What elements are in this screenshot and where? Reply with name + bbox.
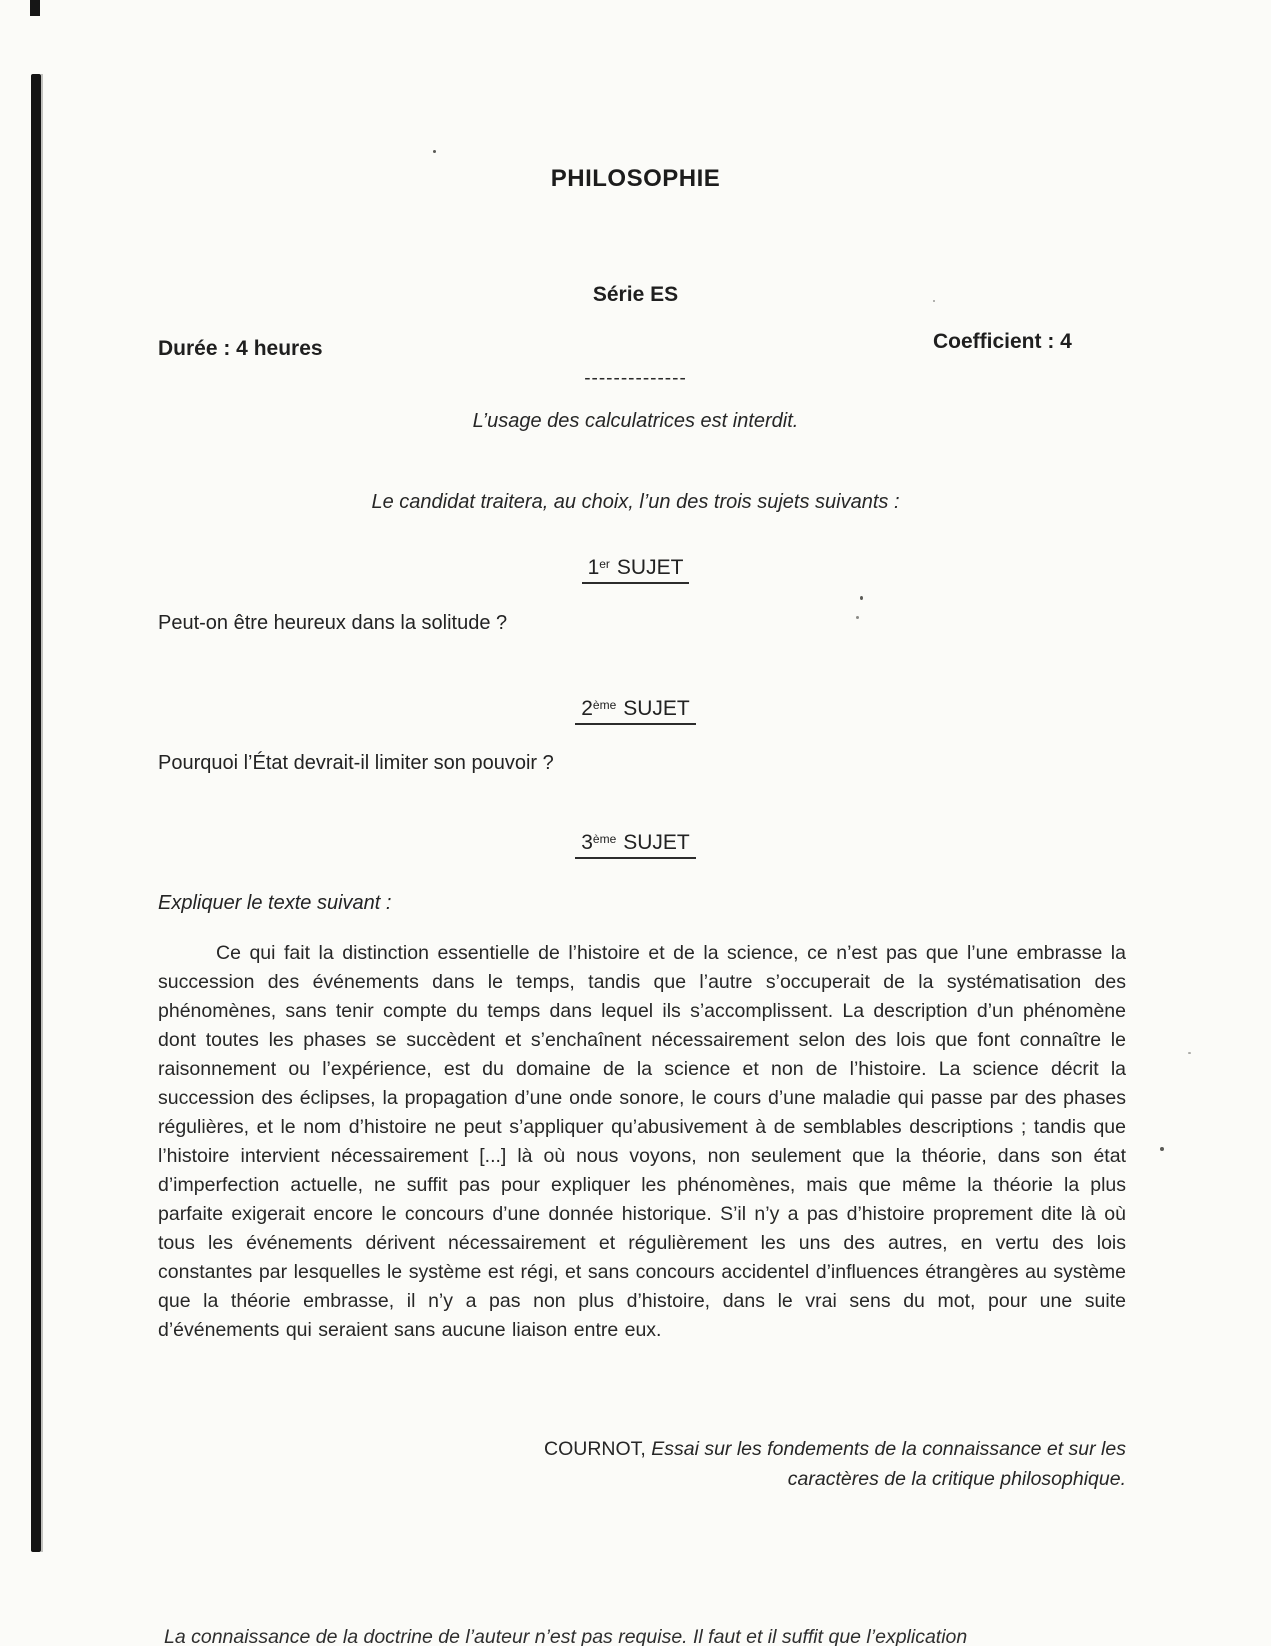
series-label: Série ES	[592, 283, 679, 306]
subject-1-question: Peut-on être heureux dans la solitude ?	[158, 612, 508, 634]
subject-3-label: SUJET	[623, 831, 690, 854]
subject-1-number: 1	[587, 556, 600, 579]
subject-2-label: SUJET	[623, 697, 690, 720]
subject-2-number: 2	[581, 697, 593, 720]
subject-1-heading-text	[582, 556, 690, 584]
scan-speck	[1160, 1147, 1164, 1151]
dash-separator: --------------	[584, 368, 687, 389]
subject-1-heading	[0, 556, 1271, 580]
attribution-work: Essai sur les fondements de la connaissance et sur les caractères de la critique philosophique.	[651, 1438, 1126, 1490]
cournot-excerpt: Ce qui fait la distinction essentielle de l’histoire et de la science, ce n’est pas que l’une embrasse la succession des événements dans le temps, tandis que l’autre s’occuperait de la systématisation des phénomènes, sans tenir compte du temps dans lequel ils s’accomplissent. La description d’un phénomène dont toutes les phases se succèdent et s’enchaînent nécessairement selon des lois que font connaître le raisonnement ou l’expérience, est du domaine de la science et non de l’histoire. La science décrit la succession des éclipses, la propagation d’une onde sonore, le cours d’une maladie qui passe par des phases régulières, et le nom d’histoire ne peut s’appliquer qu’abusivement à de semblables descriptions ; tandis que l’histoire intervient nécessairement [...] là où nous voyons, non seulement que la théorie, dans son état d’imperfection actuelle, ne suffit pas pour expliquer les phénomènes, mais que même la théorie la plus parfaite exigerait encore le concours d’une donnée historique. S’il n’y a pas d’histoire proprement dite là où tous les événements dérivent nécessairement et régulièrement les uns des autres, en vertu des lois constantes par lesquelles le système est régi, et sans concours accidentel d’influences étrangères au système que la théorie embrasse, il n’y a pas non plus d’histoire, dans le vrai sens du mot, pour une suite d’événements qui seraient sans aucune liaison entre eux.	[158, 942, 1126, 1341]
subject-2-ordinal: ème	[592, 698, 617, 712]
subject-2-heading-text	[575, 697, 696, 725]
calculator-notice: L’usage des calculatrices est interdit.	[472, 410, 799, 432]
footnote-cutoff: La connaissance de la doctrine de l’auteur n’est pas requise. Il faut et il suffit que l’explication	[164, 1626, 968, 1646]
attribution	[480, 1434, 1126, 1494]
subject-3-instruction: Expliquer le texte suivant :	[158, 892, 392, 914]
subject-2-question: Pourquoi l’État devrait-il limiter son pouvoir ?	[158, 752, 554, 774]
candidate-instruction: Le candidat traitera, au choix, l’un des trois sujets suivants :	[371, 491, 900, 513]
subject-1-ordinal: er	[599, 557, 610, 571]
subject-3-heading-text	[575, 831, 696, 859]
attribution-author: COURNOT,	[543, 1438, 652, 1460]
scan-speck	[856, 616, 859, 619]
coefficient-label: Coefficient : 4	[933, 330, 1072, 353]
scan-speck	[860, 596, 863, 600]
subject-2-heading	[0, 697, 1271, 721]
duration-label: Durée : 4 heures	[158, 337, 323, 360]
scan-speck	[1188, 1052, 1191, 1054]
subject-1-label: SUJET	[616, 556, 684, 579]
scan-speck	[433, 150, 436, 153]
page-title: PHILOSOPHIE	[550, 165, 721, 192]
subject-3-ordinal: ème	[592, 832, 617, 846]
subject-3-heading	[0, 831, 1271, 855]
subject-3-number: 3	[581, 831, 593, 854]
scan-artifact-bar-top	[30, 0, 40, 16]
